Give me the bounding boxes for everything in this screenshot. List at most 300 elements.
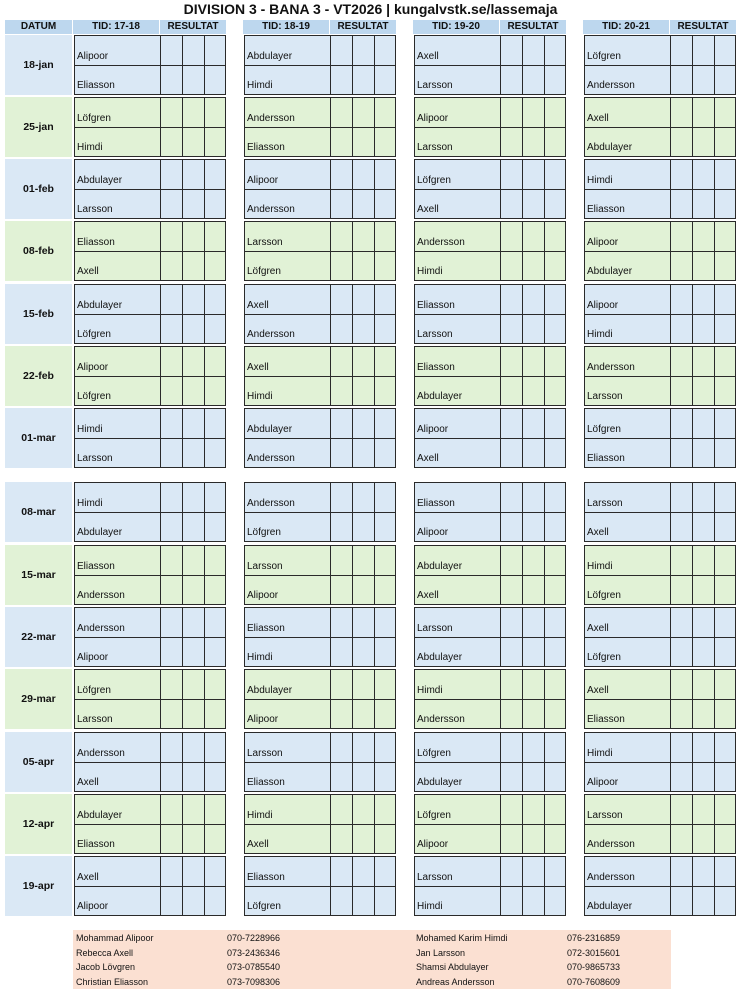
away-player: Löfgren xyxy=(77,329,111,340)
column-divider xyxy=(670,795,671,853)
match-block xyxy=(584,408,736,468)
away-player: Alipoor xyxy=(417,527,449,538)
away-player: Alipoor xyxy=(587,777,619,788)
column-divider xyxy=(182,670,183,728)
column-divider xyxy=(714,98,715,156)
match-block xyxy=(244,284,396,344)
match-block xyxy=(584,669,736,729)
column-divider xyxy=(182,347,183,405)
row-divider xyxy=(75,314,225,315)
row-divider xyxy=(245,637,395,638)
match-block xyxy=(584,221,736,281)
away-player: Abdulayer xyxy=(77,527,123,538)
away-player: Larsson xyxy=(417,329,453,340)
row-divider xyxy=(415,438,565,439)
column-divider xyxy=(330,36,331,94)
away-player: Eliasson xyxy=(247,142,285,153)
header-resultat-2: RESULTAT xyxy=(330,20,396,34)
column-divider xyxy=(692,546,693,604)
match-block xyxy=(414,794,566,854)
column-divider xyxy=(544,857,545,915)
home-player: Alipoor xyxy=(587,237,619,248)
match-block xyxy=(414,408,566,468)
column-divider xyxy=(160,409,161,467)
column-divider xyxy=(182,608,183,666)
away-player: Löfgren xyxy=(77,391,111,402)
home-player: Löfgren xyxy=(587,424,621,435)
column-divider xyxy=(160,347,161,405)
column-divider xyxy=(330,409,331,467)
column-divider xyxy=(714,546,715,604)
column-divider xyxy=(182,285,183,343)
column-divider xyxy=(692,98,693,156)
column-divider xyxy=(352,222,353,280)
column-divider xyxy=(500,285,501,343)
column-divider xyxy=(544,546,545,604)
column-divider xyxy=(692,670,693,728)
column-divider xyxy=(160,160,161,218)
column-divider xyxy=(670,546,671,604)
column-divider xyxy=(374,285,375,343)
row-divider xyxy=(585,575,735,576)
column-divider xyxy=(374,483,375,541)
column-divider xyxy=(160,670,161,728)
column-divider xyxy=(522,409,523,467)
row-divider xyxy=(245,512,395,513)
column-divider xyxy=(670,608,671,666)
column-divider xyxy=(374,222,375,280)
column-divider xyxy=(330,347,331,405)
home-player: Abdulayer xyxy=(77,175,123,186)
row-divider xyxy=(75,65,225,66)
column-divider xyxy=(714,483,715,541)
column-divider xyxy=(330,857,331,915)
round-date: 19-apr xyxy=(5,856,72,916)
contact-phone: 070-9865733 xyxy=(567,962,621,972)
row-divider xyxy=(585,65,735,66)
column-divider xyxy=(160,98,161,156)
away-player: Andersson xyxy=(77,590,125,601)
row-divider xyxy=(415,637,565,638)
column-divider xyxy=(182,857,183,915)
column-divider xyxy=(522,36,523,94)
match-block xyxy=(584,607,736,667)
column-divider xyxy=(182,546,183,604)
row-divider xyxy=(245,824,395,825)
column-divider xyxy=(714,160,715,218)
column-divider xyxy=(522,347,523,405)
contact-name: Mohamed Karim Himdi xyxy=(416,933,508,943)
column-divider xyxy=(544,222,545,280)
home-player: Alipoor xyxy=(247,175,279,186)
home-player: Andersson xyxy=(417,237,465,248)
column-divider xyxy=(182,733,183,791)
column-divider xyxy=(204,546,205,604)
column-divider xyxy=(522,285,523,343)
column-divider xyxy=(670,36,671,94)
column-divider xyxy=(692,222,693,280)
row-divider xyxy=(585,127,735,128)
column-divider xyxy=(160,795,161,853)
match-block xyxy=(74,159,226,219)
column-divider xyxy=(500,36,501,94)
home-player: Löfgren xyxy=(587,51,621,62)
column-divider xyxy=(670,733,671,791)
match-block xyxy=(74,221,226,281)
row-divider xyxy=(245,438,395,439)
away-player: Eliasson xyxy=(247,777,285,788)
column-divider xyxy=(352,733,353,791)
column-divider xyxy=(160,285,161,343)
column-divider xyxy=(330,98,331,156)
column-divider xyxy=(670,483,671,541)
column-divider xyxy=(374,733,375,791)
column-divider xyxy=(522,483,523,541)
contact-phone: 073-0785540 xyxy=(227,962,281,972)
contact-phone: 070-7228966 xyxy=(227,933,281,943)
match-block xyxy=(414,545,566,605)
contact-phone: 073-7098306 xyxy=(227,976,281,987)
row-divider xyxy=(585,699,735,700)
column-divider xyxy=(544,409,545,467)
column-divider xyxy=(330,222,331,280)
column-divider xyxy=(544,160,545,218)
column-divider xyxy=(182,160,183,218)
column-divider xyxy=(544,608,545,666)
away-player: Eliasson xyxy=(587,453,625,464)
home-player: Eliasson xyxy=(417,300,455,311)
match-block xyxy=(414,607,566,667)
match-block xyxy=(244,221,396,281)
column-divider xyxy=(670,857,671,915)
away-player: Axell xyxy=(417,453,439,464)
match-block xyxy=(414,669,566,729)
column-divider xyxy=(544,795,545,853)
home-player: Axell xyxy=(587,623,609,634)
column-divider xyxy=(352,409,353,467)
round-date: 29-mar xyxy=(5,669,72,729)
match-block xyxy=(414,284,566,344)
column-divider xyxy=(330,608,331,666)
column-divider xyxy=(160,733,161,791)
match-block xyxy=(584,346,736,406)
match-block xyxy=(414,97,566,157)
match-block xyxy=(584,794,736,854)
header-resultat-4: RESULTAT xyxy=(670,20,736,34)
match-block xyxy=(414,856,566,916)
column-divider xyxy=(522,222,523,280)
contact-name: Shamsi Abdulayer xyxy=(416,962,489,972)
away-player: Axell xyxy=(587,527,609,538)
column-divider xyxy=(500,795,501,853)
home-player: Andersson xyxy=(77,623,125,634)
row-divider xyxy=(585,824,735,825)
column-divider xyxy=(352,483,353,541)
away-player: Andersson xyxy=(247,204,295,215)
column-divider xyxy=(352,285,353,343)
column-divider xyxy=(352,98,353,156)
away-player: Andersson xyxy=(247,453,295,464)
away-player: Andersson xyxy=(417,714,465,725)
column-divider xyxy=(714,36,715,94)
away-player: Andersson xyxy=(247,329,295,340)
home-player: Andersson xyxy=(247,498,295,509)
row-divider xyxy=(585,314,735,315)
match-block xyxy=(414,159,566,219)
row-divider xyxy=(585,438,735,439)
home-player: Abdulayer xyxy=(77,300,123,311)
row-divider xyxy=(415,251,565,252)
column-divider xyxy=(714,222,715,280)
home-player: Larsson xyxy=(247,561,283,572)
column-divider xyxy=(374,795,375,853)
column-divider xyxy=(330,670,331,728)
match-block xyxy=(244,607,396,667)
column-divider xyxy=(330,546,331,604)
round-date: 01-feb xyxy=(5,159,72,219)
column-divider xyxy=(352,36,353,94)
match-block xyxy=(584,856,736,916)
match-block xyxy=(414,482,566,542)
column-divider xyxy=(692,608,693,666)
round-date: 22-mar xyxy=(5,607,72,667)
row-divider xyxy=(415,512,565,513)
column-divider xyxy=(714,733,715,791)
row-divider xyxy=(415,314,565,315)
row-divider xyxy=(415,376,565,377)
column-divider xyxy=(522,733,523,791)
row-divider xyxy=(415,189,565,190)
column-divider xyxy=(204,483,205,541)
column-divider xyxy=(522,98,523,156)
column-divider xyxy=(522,160,523,218)
match-block xyxy=(584,545,736,605)
column-divider xyxy=(522,857,523,915)
away-player: Himdi xyxy=(247,80,273,91)
home-player: Larsson xyxy=(587,498,623,509)
header-slot-1: TID: 17-18 xyxy=(73,20,159,34)
match-block xyxy=(74,732,226,792)
row-divider xyxy=(75,637,225,638)
column-divider xyxy=(670,409,671,467)
column-divider xyxy=(522,546,523,604)
column-divider xyxy=(522,608,523,666)
row-divider xyxy=(415,824,565,825)
match-block xyxy=(584,35,736,95)
column-divider xyxy=(714,608,715,666)
column-divider xyxy=(352,608,353,666)
match-block xyxy=(584,284,736,344)
column-divider xyxy=(692,733,693,791)
column-divider xyxy=(374,608,375,666)
row-divider xyxy=(75,189,225,190)
home-player: Alipoor xyxy=(77,51,109,62)
column-divider xyxy=(714,409,715,467)
round-date: 08-feb xyxy=(5,221,72,281)
column-divider xyxy=(544,670,545,728)
home-player: Abdulayer xyxy=(417,561,463,572)
match-block xyxy=(244,856,396,916)
contact-phone: 076-2316859 xyxy=(567,933,621,943)
column-divider xyxy=(352,795,353,853)
contact-list xyxy=(73,930,671,989)
match-block xyxy=(244,669,396,729)
match-block xyxy=(584,732,736,792)
column-divider xyxy=(544,98,545,156)
match-block xyxy=(74,346,226,406)
home-player: Himdi xyxy=(77,424,103,435)
column-divider xyxy=(500,409,501,467)
row-divider xyxy=(75,824,225,825)
home-player: Larsson xyxy=(417,623,453,634)
home-player: Alipoor xyxy=(417,113,449,124)
column-divider xyxy=(330,483,331,541)
home-player: Larsson xyxy=(247,237,283,248)
row-divider xyxy=(585,376,735,377)
column-divider xyxy=(160,483,161,541)
row-divider xyxy=(415,762,565,763)
match-block xyxy=(244,794,396,854)
home-player: Eliasson xyxy=(77,237,115,248)
header-slot-4: TID: 20-21 xyxy=(583,20,669,34)
home-player: Himdi xyxy=(77,498,103,509)
away-player: Eliasson xyxy=(587,714,625,725)
row-divider xyxy=(75,762,225,763)
match-block xyxy=(74,856,226,916)
match-block xyxy=(414,732,566,792)
match-block xyxy=(74,669,226,729)
contact-name: Jacob Lövgren xyxy=(76,962,136,972)
column-divider xyxy=(182,795,183,853)
home-player: Himdi xyxy=(587,561,613,572)
away-player: Alipoor xyxy=(247,714,279,725)
home-player: Axell xyxy=(417,51,439,62)
column-divider xyxy=(714,795,715,853)
row-divider xyxy=(75,512,225,513)
away-player: Löfgren xyxy=(247,901,281,912)
column-divider xyxy=(374,409,375,467)
row-divider xyxy=(415,699,565,700)
column-divider xyxy=(522,795,523,853)
column-divider xyxy=(204,222,205,280)
match-block xyxy=(244,545,396,605)
row-divider xyxy=(585,886,735,887)
column-divider xyxy=(204,285,205,343)
away-player: Axell xyxy=(417,590,439,601)
column-divider xyxy=(544,347,545,405)
round-date: 15-mar xyxy=(5,545,72,605)
row-divider xyxy=(245,762,395,763)
column-divider xyxy=(714,285,715,343)
away-player: Larsson xyxy=(77,453,113,464)
column-divider xyxy=(692,483,693,541)
away-player: Alipoor xyxy=(417,839,449,850)
round-date: 15-feb xyxy=(5,284,72,344)
round-date: 25-jan xyxy=(5,97,72,157)
column-divider xyxy=(160,857,161,915)
match-block xyxy=(74,35,226,95)
home-player: Abdulayer xyxy=(247,424,293,435)
home-player: Eliasson xyxy=(417,498,455,509)
column-divider xyxy=(330,160,331,218)
column-divider xyxy=(670,222,671,280)
home-player: Löfgren xyxy=(417,175,451,186)
row-divider xyxy=(415,886,565,887)
round-date: 01-mar xyxy=(5,408,72,468)
column-divider xyxy=(204,36,205,94)
schedule-header xyxy=(5,20,736,34)
contact-name: Rebecca Axell xyxy=(76,947,134,958)
column-divider xyxy=(374,857,375,915)
column-divider xyxy=(374,98,375,156)
away-player: Andersson xyxy=(587,80,635,91)
away-player: Himdi xyxy=(247,391,273,402)
row-divider xyxy=(415,127,565,128)
away-player: Eliasson xyxy=(587,204,625,215)
home-player: Eliasson xyxy=(247,623,285,634)
match-block xyxy=(584,482,736,542)
away-player: Larsson xyxy=(417,80,453,91)
column-divider xyxy=(330,285,331,343)
home-player: Axell xyxy=(247,362,269,373)
row-divider xyxy=(245,251,395,252)
match-block xyxy=(244,732,396,792)
away-player: Axell xyxy=(77,777,99,788)
away-player: Löfgren xyxy=(587,590,621,601)
home-player: Alipoor xyxy=(417,424,449,435)
column-divider xyxy=(670,285,671,343)
column-divider xyxy=(374,670,375,728)
column-divider xyxy=(500,98,501,156)
column-divider xyxy=(500,733,501,791)
row-divider xyxy=(75,127,225,128)
column-divider xyxy=(670,160,671,218)
contact-phone: 072-3015601 xyxy=(567,947,621,958)
away-player: Eliasson xyxy=(77,80,115,91)
column-divider xyxy=(692,160,693,218)
home-player: Löfgren xyxy=(417,810,451,821)
contact-phone: 073-2436346 xyxy=(227,947,281,958)
match-block xyxy=(244,159,396,219)
round-date: 22-feb xyxy=(5,346,72,406)
home-player: Andersson xyxy=(587,872,635,883)
home-player: Larsson xyxy=(417,872,453,883)
round-date: 05-apr xyxy=(5,732,72,792)
row-divider xyxy=(585,251,735,252)
column-divider xyxy=(500,857,501,915)
row-divider xyxy=(75,575,225,576)
row-divider xyxy=(245,189,395,190)
column-divider xyxy=(352,546,353,604)
away-player: Alipoor xyxy=(247,590,279,601)
column-divider xyxy=(500,347,501,405)
column-divider xyxy=(714,347,715,405)
home-player: Löfgren xyxy=(77,685,111,696)
column-divider xyxy=(522,670,523,728)
away-player: Himdi xyxy=(417,266,443,277)
row-divider xyxy=(245,575,395,576)
row-divider xyxy=(585,762,735,763)
match-block xyxy=(244,97,396,157)
home-player: Larsson xyxy=(247,748,283,759)
column-divider xyxy=(160,36,161,94)
match-block xyxy=(74,794,226,854)
column-divider xyxy=(500,608,501,666)
contact-phone: 070-7608609 xyxy=(567,976,621,987)
round-date: 12-apr xyxy=(5,794,72,854)
match-block xyxy=(414,221,566,281)
away-player: Axell xyxy=(247,839,269,850)
